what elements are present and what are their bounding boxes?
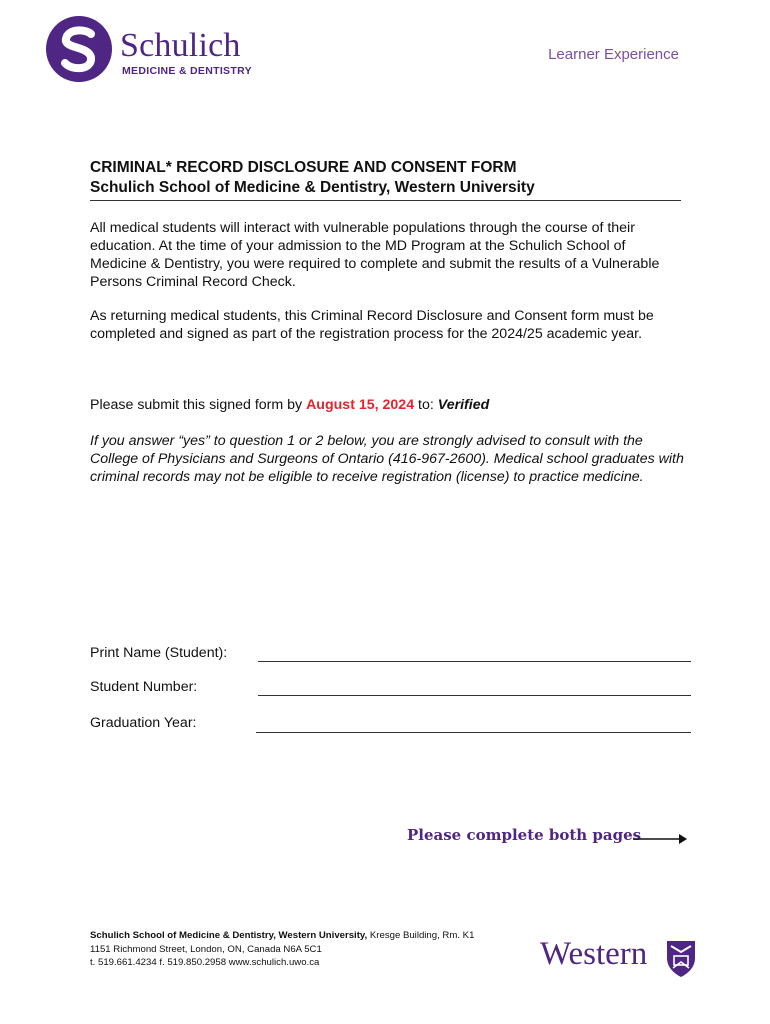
- submit-prefix: Please submit this signed form by: [90, 397, 307, 413]
- logo-subtitle: MEDICINE & DENTISTRY: [122, 65, 252, 77]
- student-number-field[interactable]: [258, 677, 691, 696]
- student-name-field[interactable]: [258, 643, 691, 662]
- footer-street: 1151 Richmond Street, London, ON, Canada N6A 5C1: [90, 943, 322, 955]
- submit-deadline: August 15, 2024: [306, 397, 415, 413]
- footer-org-rest: Kresge Building, Rm. K1: [367, 930, 475, 941]
- schulich-logo-icon: [46, 16, 112, 82]
- arrow-right-icon: [633, 833, 687, 845]
- complete-both-pages-note: Please complete both pages: [407, 826, 642, 844]
- western-wordmark: Western: [540, 936, 648, 972]
- graduation-year-field[interactable]: [256, 714, 691, 733]
- advice-paragraph: If you answer “yes” to question 1 or 2 below, you are strongly advised to consult with the College of Physicians and Surgeons of Ontario (416-967-2600). Medical school graduates with criminal records may not be eligible to receive registration (license) to practice medicine.: [90, 433, 684, 485]
- student-number-label: Student Number:: [90, 679, 198, 695]
- footer-address: [90, 929, 474, 970]
- footer-org-bold: Schulich School of Medicine & Dentistry, Western University,: [90, 930, 368, 941]
- submit-middle: to:: [414, 397, 438, 413]
- submit-instruction: [90, 396, 686, 414]
- form-title-line2: Schulich School of Medicine & Dentistry, Western University: [90, 179, 535, 196]
- logo-wordmark: Schulich: [120, 27, 241, 64]
- graduation-year-label: Graduation Year:: [90, 715, 197, 731]
- department-name: Learner Experience: [548, 46, 679, 63]
- student-name-label: Print Name (Student):: [90, 645, 228, 661]
- returning-students-paragraph: As returning medical students, this Criminal Record Disclosure and Consent form must be completed and signed as part of the registration process for the 2024/25 academic year.: [90, 308, 654, 342]
- western-crest-icon: [665, 938, 697, 978]
- form-title: [90, 158, 681, 201]
- footer-contact: t. 519.661.4234 f. 519.850.2958 www.schulich.uwo.ca: [90, 957, 320, 968]
- intro-paragraph: All medical students will interact with vulnerable populations through the course of their education. At the time of your admission to the MD Program at the Schulich School of Medicine & Dentistry, you were required to complete and submit the results of a Vulnerable Persons Criminal Record Check.: [90, 220, 660, 290]
- form-title-line1: CRIMINAL* RECORD DISCLOSURE AND CONSENT FORM: [90, 159, 517, 176]
- footer-org-line: [90, 929, 474, 943]
- submit-target: Verified: [437, 397, 490, 413]
